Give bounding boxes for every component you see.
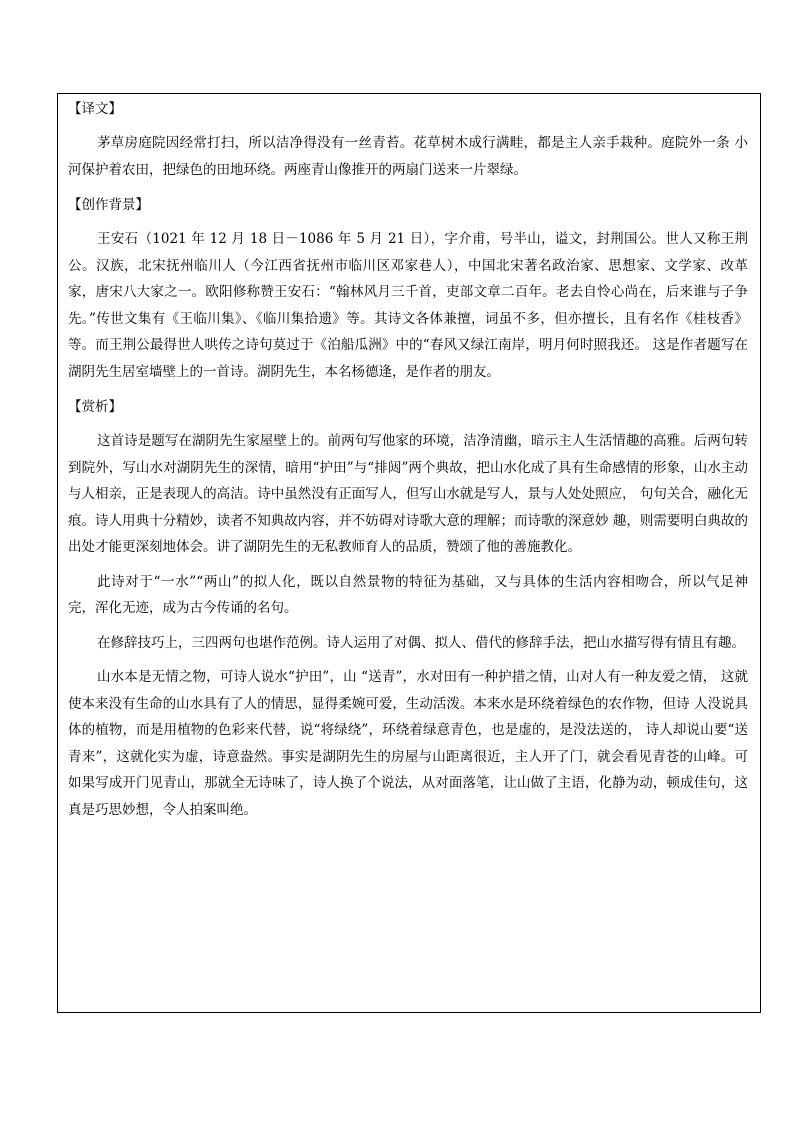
background-paragraph: 王安石（1021 年 12 月 18 日－1086 年 5 月 21 日），字介甫，号半山，谥文，封荆国公。世人又称王荆公。汉族，北宋抚州临川人（今江西省抚州市临川区邓家巷人），中国北宋著名政治家、思想家、文学家、改革家，唐宋八大家之一。欧阳修称赞王安石：“翰林风月三千首，吏部文章二百年。老去自怜心尚在，后来谁与子争先。”传世文集有《王临川集》、《临川集拾遗》等。其诗文各体兼擅，词虽不多，但亦擅长，且有名作《桂枝香》等。而王荆公最得世人哄传之诗句莫过于《泊船瓜洲》中的“春风又绿江南岸，明月何时照我还。 这是作者题写在湖阴先生居室墙壁上的一首诗。湖阴先生，本名杨德逢，是作者的朋友。: [68, 231, 748, 380]
appreciation-paragraph-4: 山水本是无情之物，可诗人说水“护田”，山 “送青”，水对田有一种护措之情，山对人有一种友爱之情， 这就使本来没有生命的山水具有了人的情思，显得柔婉可爱，生动活泼。本来水是环绕着绿色的农作物，但诗 人没说具体的植物，而是用植物的色彩来代替，说“将绿绕”，环绕着绿意青色，也是虚的，是没法送的， 诗人却说山要“送青来”，这就化实为虚，诗意盎然。事实是湖阴先生的房屋与山距离很近，主人开了门，就会看见青苍的山峰。可如果写成开门见青山，那就全无诗味了，诗人换了个说法，从对面落笔，让山做了主语，化静为动，顿成佳句，这真是巧思妙想，令人拍案叫绝。: [68, 669, 748, 818]
appreciation-heading: 【赏析】: [68, 399, 122, 415]
appreciation-paragraph-1: 这首诗是题写在湖阴先生家屋壁上的。前两句写他家的环境，洁净清幽，暗示主人生活情趣的高雅。后两句转到院外，写山水对湖阴先生的深情，暗用“护田”与“排闼”两个典故，把山水化成了具有生命感情的形象，山水主动与人相亲，正是表现人的高洁。诗中虽然没有正面写人，但写山水就是写人，景与人处处照应， 句句关合，融化无痕。诗人用典十分精妙，读者不知典故内容，并不妨碍对诗歌大意的理解；而诗歌的深意妙 趣，则需要明白典故的出处才能更深刻地体会。讲了湖阴先生的无私教师育人的品质，赞颂了他的善施教化。: [68, 433, 748, 555]
translation-paragraph: 茅草房庭院因经常打扫，所以洁净得没有一丝青苔。花草树木成行满畦，都是主人亲手栽种。庭院外一条 小河保护着农田，把绿色的田地环绕。两座青山像推开的两扇门送来一片翠绿。: [68, 135, 748, 178]
background-heading: 【创作背景】: [68, 197, 149, 213]
appreciation-paragraph-2: 此诗对于“一水”“两山”的拟人化，既以自然景物的特征为基础，又与具体的生活内容相吻合，所以气足神 完，浑化无迹，成为古今传诵的名句。: [68, 573, 748, 616]
document-frame: [57, 93, 761, 1013]
document-content: [58, 94, 760, 823]
appreciation-paragraph-3: 在修辞技巧上，三四两句也堪作范例。诗人运用了对偶、拟人、借代的修辞手法，把山水描写得有情且有趣。: [97, 634, 746, 651]
translation-heading: 【译文】: [68, 101, 122, 117]
